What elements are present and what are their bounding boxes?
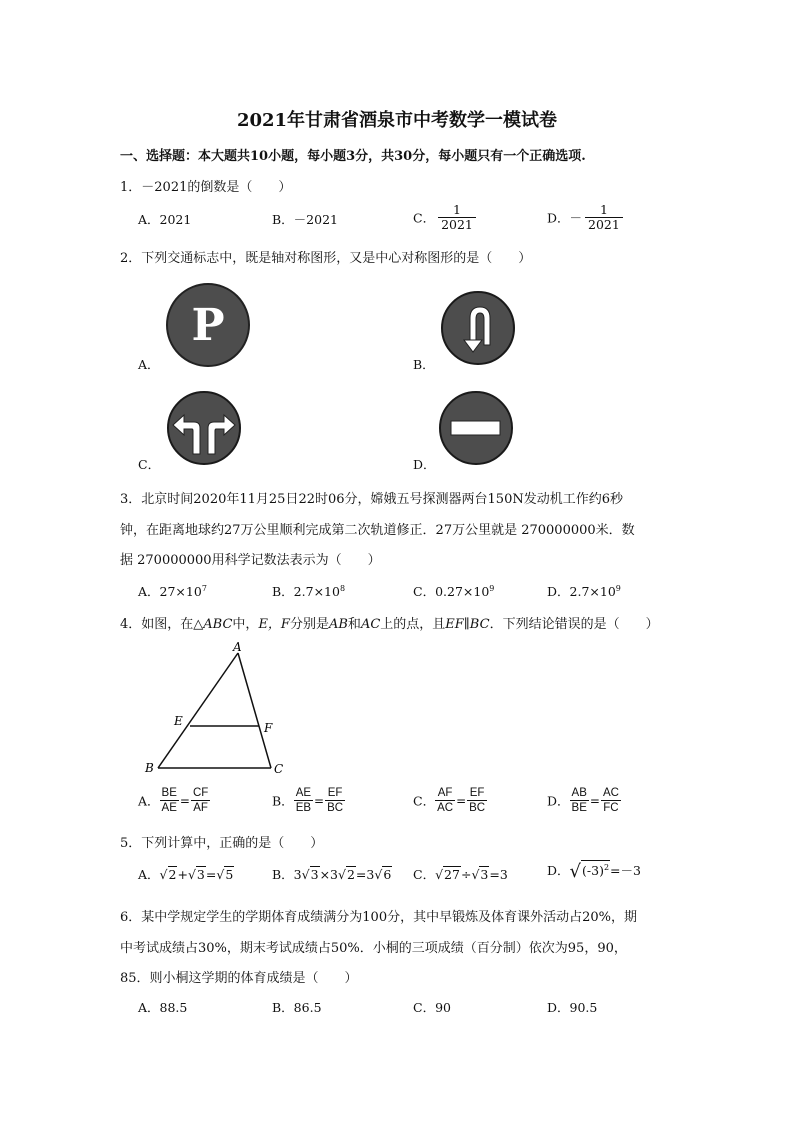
q5-a-plus: + xyxy=(177,867,188,882)
q4-a-den1: AE xyxy=(161,802,177,814)
question-2-stem: 2．下列交通标志中，既是轴对称图形，又是中心对称图形的是（ ） xyxy=(120,251,532,266)
question-5-stem: 5．下列计算中，正确的是（ ） xyxy=(120,836,324,851)
q5-c-label: C． xyxy=(413,867,436,882)
question-6-line-3: 85．则小桐这学期的体育成绩是（ ） xyxy=(120,971,358,986)
q4-b-den2: BC xyxy=(327,802,344,814)
q1-option-c[interactable] xyxy=(413,203,476,232)
q1-c-label: C． xyxy=(413,210,436,226)
q4-a-eq: = xyxy=(179,793,190,808)
q3-option-b[interactable] xyxy=(272,582,345,600)
question-3-line-2: 钟，在距离地球约27万公里顺利完成第二次轨道修正．27万公里就是 270000000米．数 xyxy=(120,523,635,538)
sqrt-symbol: √ xyxy=(374,867,383,882)
vertex-a-label: A xyxy=(233,640,242,654)
q5-a-radicand2: 3 xyxy=(196,867,205,882)
side-ab xyxy=(158,653,238,768)
q5-b-times: ×3 xyxy=(319,867,338,882)
sqrt-symbol: √ xyxy=(187,867,196,882)
q4-d-den1: BE xyxy=(571,802,587,814)
q4-b-num1: AE xyxy=(295,787,312,799)
q6-option-b[interactable]: B．86.5 xyxy=(272,1000,322,1015)
q2-option-c[interactable]: C． xyxy=(138,457,161,472)
q4-b-num2: EF xyxy=(325,786,345,801)
q4-stem-ac: AC xyxy=(360,617,381,632)
side-ac xyxy=(238,653,271,768)
q4-stem-ef: E，F xyxy=(258,617,290,632)
q5-a-label: A． xyxy=(138,867,160,882)
q4-b-den1: EB xyxy=(295,802,312,814)
parking-sign-icon xyxy=(165,283,253,369)
section-heading: 一、选择题：本大题共10小题，每小题3分，共30分，每小题只有一个正确选项. xyxy=(120,149,586,164)
q4-c-num1: AF xyxy=(435,786,455,801)
q1-c-denominator: 2021 xyxy=(441,217,473,232)
q5-c-eq: =3 xyxy=(489,867,508,882)
q3-option-c[interactable] xyxy=(413,582,494,600)
q4-option-b[interactable] xyxy=(272,786,345,815)
q6-option-c[interactable]: C．90 xyxy=(413,1000,451,1015)
q4-b-label: B． xyxy=(272,793,294,809)
q3-a-base: A．27×10 xyxy=(138,584,202,599)
q4-option-c[interactable] xyxy=(413,786,487,815)
q5-b-radicand1: 3 xyxy=(310,867,319,882)
q3-d-exponent: 9 xyxy=(615,583,621,593)
q4-d-num1: AB xyxy=(571,787,587,799)
point-f-label: F xyxy=(264,721,273,735)
q5-a-radicand3: 5 xyxy=(225,867,234,882)
q4-stem-tail: ．下列结论错误的是（ ） xyxy=(489,617,659,632)
q5-d-radicand xyxy=(581,860,610,878)
q4-c-den1: AC xyxy=(437,802,454,814)
vertex-b-label: B xyxy=(145,761,154,775)
sqrt-symbol: √ xyxy=(338,867,346,882)
q4-option-a[interactable] xyxy=(138,786,210,815)
q5-b-eq: =3 xyxy=(355,867,375,882)
question-3-line-1: 3．北京时间2020年11月25日22时06分，嫦娥五号探测器两台150N发动机工作约6秒 xyxy=(120,492,623,507)
q4-option-d[interactable] xyxy=(547,786,621,815)
q2-option-d[interactable]: D． xyxy=(413,457,436,472)
q4-stem-abc: ABC xyxy=(203,617,233,632)
parking-sign-letter: P xyxy=(191,300,225,351)
q1-option-a[interactable]: A．2021 xyxy=(138,212,192,227)
q4-stem-ab: AB xyxy=(328,617,348,632)
q5-c-radicand2: 3 xyxy=(480,867,489,882)
q1-c-numerator: 1 xyxy=(438,203,476,218)
q1-option-d[interactable] xyxy=(547,203,623,232)
q4-a-label: A． xyxy=(138,793,160,809)
question-1-stem: 1．－2021的倒数是（ ） xyxy=(120,180,292,195)
q4-stem-mid2: 分别是 xyxy=(289,617,329,632)
q3-a-exponent: 7 xyxy=(201,583,207,593)
q5-option-c[interactable] xyxy=(413,865,508,883)
q4-stem-mid3: 上的点，且 xyxy=(380,617,446,632)
q2-option-b[interactable]: B． xyxy=(413,357,435,372)
triangle-figure xyxy=(140,638,300,780)
q3-b-exponent: 8 xyxy=(339,583,346,593)
q5-c-radicand1: 27 xyxy=(444,867,460,882)
point-e-label: E xyxy=(174,714,183,728)
question-6-line-1: 6．某中学规定学生的学期体育成绩满分为100分，其中早锻炼及体育课外活动占20%，期 xyxy=(120,910,637,925)
q4-a-num1: BE xyxy=(161,787,177,799)
sqrt-symbol: √ xyxy=(301,867,310,882)
question-6-line-2: 中考试成绩占30%，期末考试成绩占50%．小桐的三项成绩（百分制）依次为95，90， xyxy=(120,941,627,956)
q5-a-eq: = xyxy=(205,867,217,882)
q4-d-den2: FC xyxy=(603,802,619,814)
q4-c-label: C． xyxy=(413,793,436,809)
question-4-stem xyxy=(120,613,659,632)
sqrt-symbol: √ xyxy=(435,867,444,882)
page-title: 2021年甘肃省酒泉市中考数学一模试卷 xyxy=(236,110,558,131)
no-entry-sign-icon xyxy=(438,390,516,468)
q5-c-div: ÷ xyxy=(460,867,472,882)
q3-b-base: B．2.7×10 xyxy=(272,584,340,599)
vertex-c-label: C xyxy=(274,762,284,776)
q3-d-base: D．2.7×10 xyxy=(547,584,616,599)
q6-option-a[interactable]: A．88.5 xyxy=(138,1000,188,1015)
fork-turn-sign-icon xyxy=(165,390,243,468)
q5-d-square: 2 xyxy=(603,862,610,872)
q2-option-a[interactable]: A． xyxy=(138,357,160,372)
q3-option-a[interactable] xyxy=(138,582,207,600)
q4-stem-mid1: 中， xyxy=(232,617,259,632)
q5-d-eq: =－3 xyxy=(610,863,641,878)
sqrt-symbol: √ xyxy=(216,867,225,882)
q5-option-a[interactable] xyxy=(138,865,234,883)
q4-a-den2: AF xyxy=(193,802,208,814)
q3-c-base: C．0.27×10 xyxy=(413,584,490,599)
q6-option-d[interactable]: D．90.5 xyxy=(547,1000,598,1015)
q4-c-eq: = xyxy=(456,793,467,808)
q4-stem-and: 和 xyxy=(347,617,361,632)
sqrt-symbol: √ xyxy=(471,867,480,882)
sqrt-symbol: √ xyxy=(159,867,168,882)
q5-b-label: B．3 xyxy=(272,867,302,882)
q4-a-num2: CF xyxy=(192,787,209,799)
q4-d-eq: = xyxy=(589,793,600,808)
q1-d-label: D．－ xyxy=(547,210,583,226)
question-3-line-3: 据 270000000用科学记数法表示为（ ） xyxy=(120,553,381,568)
q1-d-numerator: 1 xyxy=(585,203,623,218)
q5-a-radicand1: 2 xyxy=(168,867,177,882)
q1-d-denominator: 2021 xyxy=(588,217,620,232)
q5-b-radicand2: 2 xyxy=(346,867,355,882)
q4-c-num2: EF xyxy=(467,786,487,801)
sqrt-symbol: √ xyxy=(569,861,582,882)
q4-stem-efbc: EF∥BC xyxy=(445,617,490,632)
q5-d-base: (-3) xyxy=(582,863,604,878)
q4-b-eq: = xyxy=(314,793,325,808)
q4-d-num2: AC xyxy=(602,787,619,799)
q1-option-b[interactable]: B．－2021 xyxy=(272,212,338,227)
q5-option-d[interactable] xyxy=(547,861,641,882)
u-turn-sign-icon xyxy=(440,290,518,368)
q5-b-radicand3: 6 xyxy=(383,867,392,882)
q5-option-b[interactable] xyxy=(272,865,392,883)
q5-d-label: D． xyxy=(547,863,570,878)
q3-c-exponent: 9 xyxy=(489,583,495,593)
q4-c-den2: BC xyxy=(469,802,486,814)
q3-option-d[interactable] xyxy=(547,582,621,600)
q4-d-label: D． xyxy=(547,793,570,809)
q4-stem-prefix: 4．如图，在△ xyxy=(120,617,204,632)
